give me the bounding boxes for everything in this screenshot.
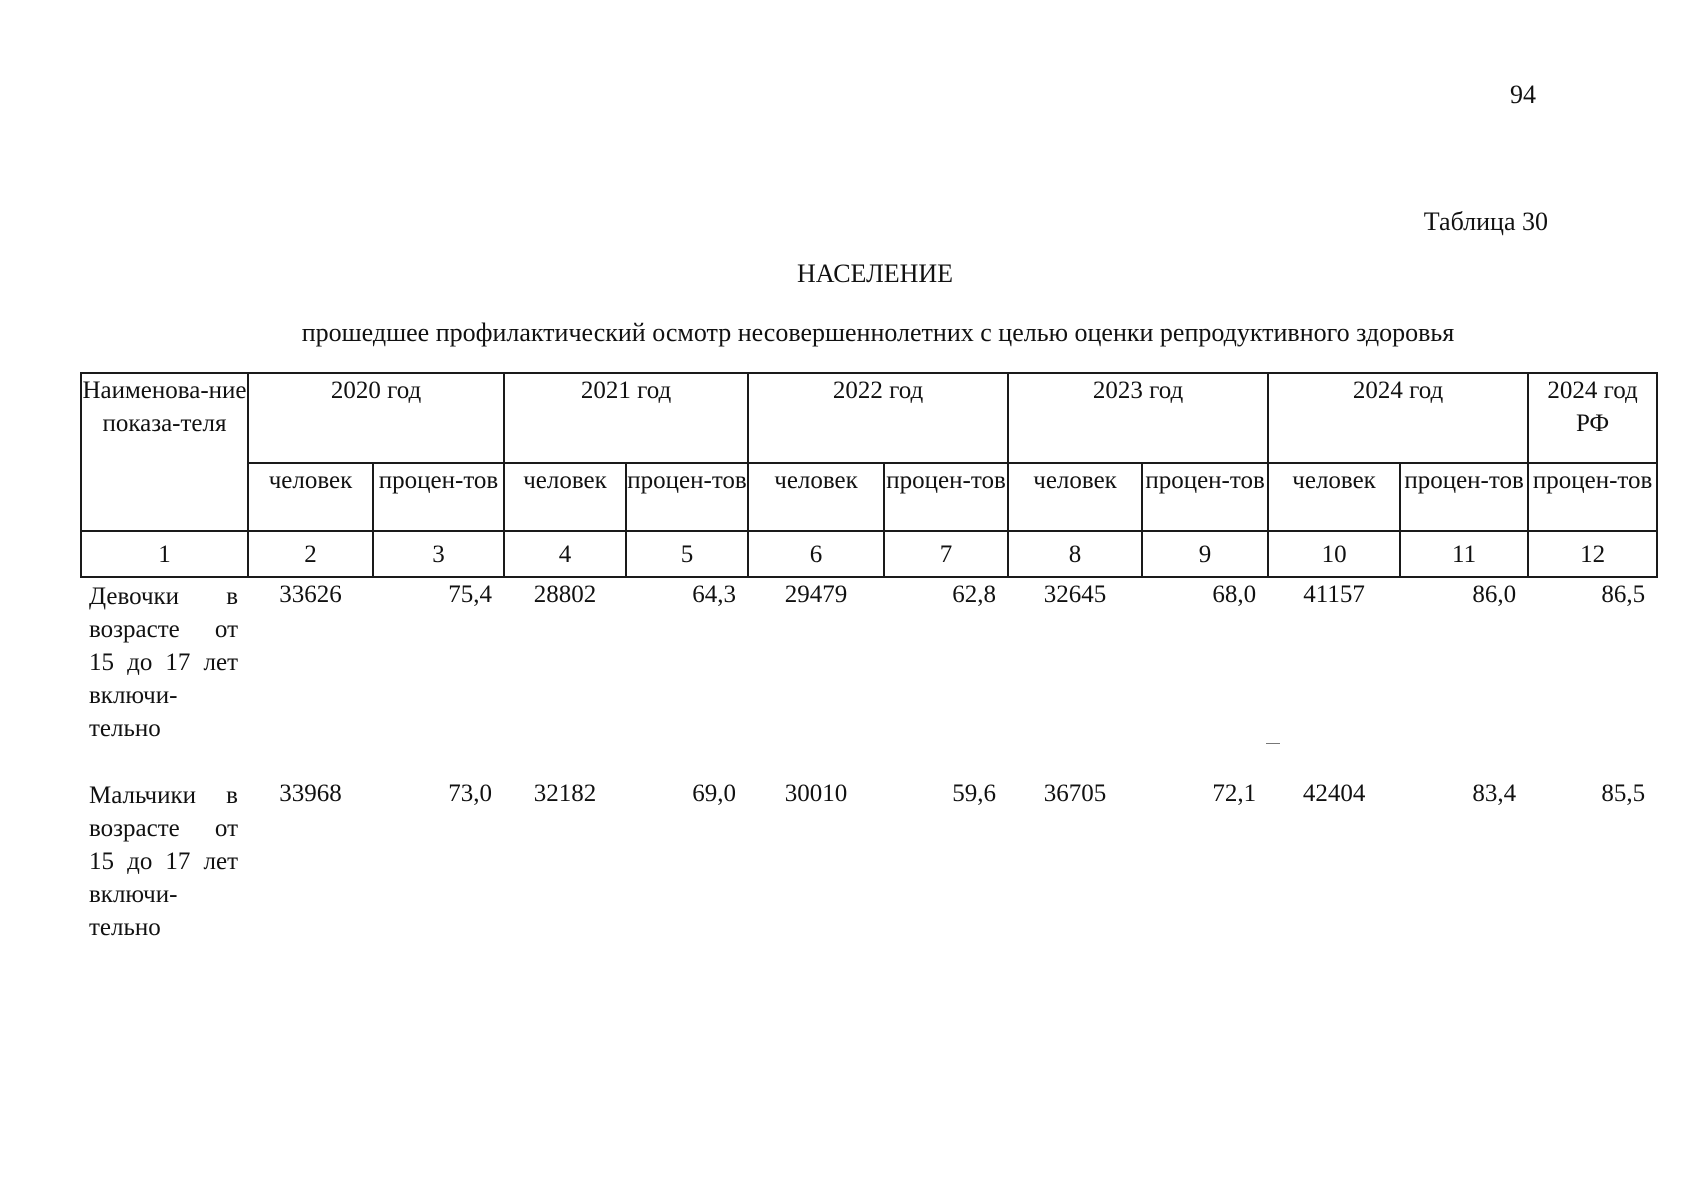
row-label-boys: Мальчики в возрасте от 15 до 17 лет включи-тельно xyxy=(89,782,238,941)
year-header-2023: 2023 год xyxy=(1008,373,1268,463)
data-table xyxy=(80,372,1658,949)
cell-people-2021: 32182 xyxy=(533,780,597,807)
cell-people-2023: 32645 xyxy=(1043,581,1107,608)
column-number: 2 xyxy=(248,531,373,577)
page-number: 94 xyxy=(1510,80,1536,109)
cell-people-2021: 28802 xyxy=(533,581,597,608)
table-row-boys xyxy=(81,777,1657,949)
scan-mark xyxy=(1266,743,1280,744)
cell-people-2022: 30010 xyxy=(784,780,848,807)
column-number: 7 xyxy=(884,531,1008,577)
cell-people-2022: 29479 xyxy=(784,581,848,608)
cell-people-2024: 42404 xyxy=(1302,780,1366,807)
table-label: Таблица 30 xyxy=(1423,207,1548,236)
column-number: 4 xyxy=(504,531,626,577)
table-heading: НАСЕЛЕНИЕ xyxy=(796,259,954,288)
indicator-name-header: Наименова-ние показа-теля xyxy=(81,373,248,531)
header-unit-row xyxy=(81,463,1657,531)
column-number: 9 xyxy=(1142,531,1268,577)
column-number: 5 xyxy=(626,531,748,577)
cell-percent-2024: 83,4 xyxy=(1472,780,1517,807)
table-row-girls xyxy=(81,577,1657,777)
cell-percent-2021: 69,0 xyxy=(692,780,737,807)
column-number-row xyxy=(81,531,1657,577)
header-year-row xyxy=(81,373,1657,463)
cell-percent-rf-2024: 86,5 xyxy=(1601,581,1646,608)
cell-people-2023: 36705 xyxy=(1043,780,1107,807)
column-number: 6 xyxy=(748,531,884,577)
unit-header-people: человек xyxy=(1008,463,1142,531)
cell-percent-rf-2024: 85,5 xyxy=(1601,780,1646,807)
column-number: 3 xyxy=(373,531,504,577)
year-header-2020: 2020 год xyxy=(248,373,504,463)
cell-percent-2020: 73,0 xyxy=(448,780,493,807)
unit-header-percent: процен-тов xyxy=(1528,463,1657,531)
rf-header-2024: 2024 год РФ xyxy=(1528,373,1657,463)
cell-people-2024: 41157 xyxy=(1303,581,1365,608)
year-header-2022: 2022 год xyxy=(748,373,1008,463)
column-number: 11 xyxy=(1400,531,1528,577)
cell-percent-2022: 59,6 xyxy=(952,780,997,807)
unit-header-people: человек xyxy=(748,463,884,531)
cell-percent-2020: 75,4 xyxy=(448,581,493,608)
cell-percent-2023: 72,1 xyxy=(1212,780,1257,807)
unit-header-people: человек xyxy=(248,463,373,531)
unit-header-people: человек xyxy=(504,463,626,531)
year-header-2024: 2024 год xyxy=(1268,373,1528,463)
unit-header-percent: процен-тов xyxy=(884,463,1008,531)
column-number: 8 xyxy=(1008,531,1142,577)
cell-people-2020: 33968 xyxy=(279,780,342,807)
table-subheading: прошедшее профилактический осмотр несовершеннолетних с целью оценки репродуктивного здоровья xyxy=(301,318,1455,347)
unit-header-percent: процен-тов xyxy=(1400,463,1528,531)
cell-percent-2022: 62,8 xyxy=(952,581,997,608)
column-number: 10 xyxy=(1268,531,1400,577)
cell-percent-2023: 68,0 xyxy=(1212,581,1257,608)
row-label-girls: Девочки в возрасте от 15 до 17 лет включи-тельно xyxy=(89,583,238,742)
cell-people-2020: 33626 xyxy=(279,581,342,608)
column-number: 12 xyxy=(1528,531,1657,577)
cell-percent-2024: 86,0 xyxy=(1472,581,1517,608)
cell-percent-2021: 64,3 xyxy=(692,581,737,608)
unit-header-percent: процен-тов xyxy=(1142,463,1268,531)
unit-header-percent: процен-тов xyxy=(626,463,748,531)
column-number: 1 xyxy=(81,531,248,577)
year-header-2021: 2021 год xyxy=(504,373,748,463)
unit-header-people: человек xyxy=(1268,463,1400,531)
unit-header-percent: процен-тов xyxy=(373,463,504,531)
